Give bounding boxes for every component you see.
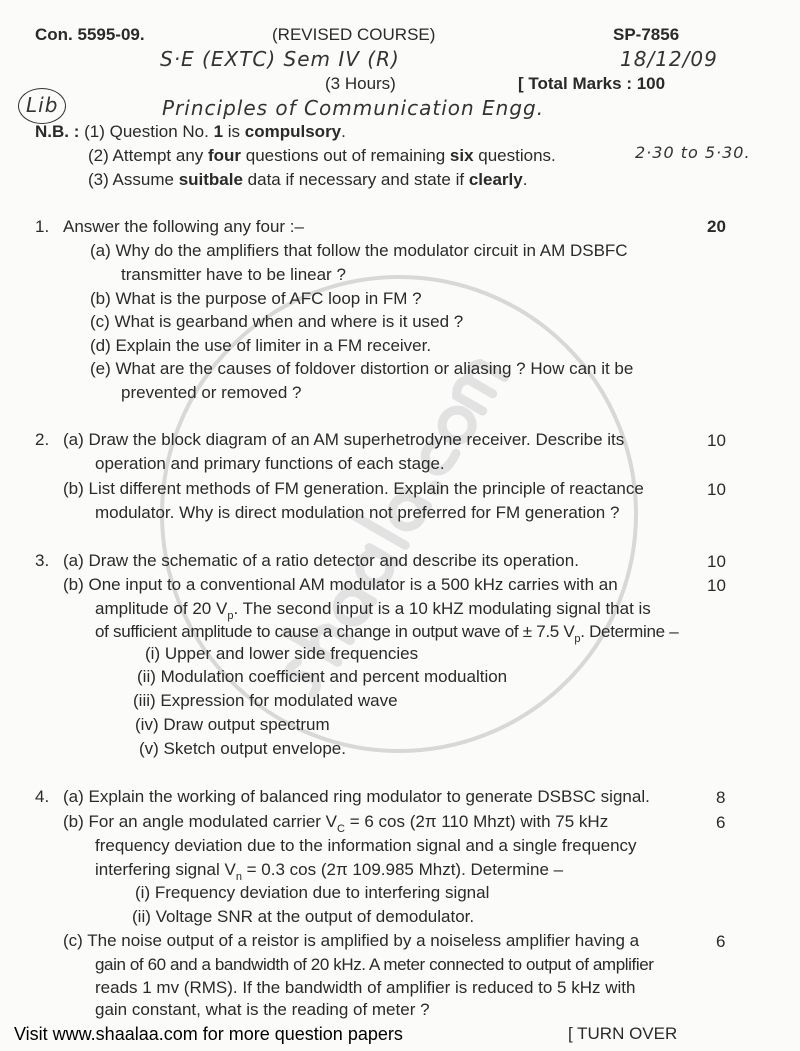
nb-3: (3) Assume suitbale data if necessary and state if clearly. xyxy=(88,170,528,189)
q4-b-line3: interfering signal $V_n = 0.3$ cos (2π 109.985 Mhzt). Determine – xyxy=(95,860,564,883)
q2-number: 2. xyxy=(35,430,50,449)
q1-e-cont: prevented or removed ? xyxy=(121,383,302,402)
q1-a-cont: transmitter have to be linear ? xyxy=(121,265,346,284)
q4-b-line2: frequency deviation due to the information signal and a single frequency xyxy=(95,836,637,855)
handwritten-lib: Lib xyxy=(26,93,59,117)
footer-visit-link[interactable]: Visit www.shaalaa.com for more question papers xyxy=(14,1024,403,1044)
q4-c-line2: gain of 60 and a bandwidth of 20 kHz. A meter connected to output of amplifier xyxy=(95,955,654,974)
q4-c-marks: 6 xyxy=(716,932,726,951)
q2-a: (a) Draw the block diagram of an AM superhetrodyne receiver. Describe its xyxy=(63,430,625,449)
q3-b-marks: 10 xyxy=(707,576,726,595)
q4-a: (a) Explain the working of balanced ring modulator to generate DSBSC signal. xyxy=(63,787,650,806)
q1-c: (c) What is gearband when and where is it used ? xyxy=(90,312,464,331)
q4-a-marks: 8 xyxy=(716,788,726,807)
q4-number: 4. xyxy=(35,787,50,806)
q3-b-line2: amplitude of 20 $V_p$. The second input is a 10 kHZ modulating signal that is xyxy=(95,599,651,622)
q1-intro: Answer the following any four :– xyxy=(63,217,304,236)
handwritten-date: 18/12/09 xyxy=(620,47,718,71)
total-marks: [ Total Marks : 100 xyxy=(518,74,666,93)
q1-b: (b) What is the purpose of AFC loop in FM ? xyxy=(90,289,422,308)
handwritten-time: 2·30 to 5·30. xyxy=(635,143,751,162)
q3-b-iv: (iv) Draw output spectrum xyxy=(135,715,330,734)
q2-b: (b) List different methods of FM generation. Explain the principle of reactance xyxy=(63,479,644,498)
q3-b-v: (v) Sketch output envelope. xyxy=(139,739,346,758)
turn-over: [ TURN OVER xyxy=(568,1024,678,1043)
q3-number: 3. xyxy=(35,551,50,570)
q1-d: (d) Explain the use of limiter in a FM receiver. xyxy=(90,336,432,355)
q1-a: (a) Why do the amplifiers that follow the modulator circuit in AM DSBFC xyxy=(90,241,628,260)
q3-a-marks: 10 xyxy=(707,552,726,571)
duration: (3 Hours) xyxy=(325,74,396,93)
q3-b-line3: of sufficient amplitude to cause a change in output wave of ± 7.5 $V_p$. Determine – xyxy=(95,622,679,645)
q4-b-i: (i) Frequency deviation due to interfering signal xyxy=(135,883,490,902)
q1-marks: 20 xyxy=(707,217,726,236)
q2-b-marks: 10 xyxy=(707,480,726,499)
q3-a: (a) Draw the schematic of a ratio detector and describe its operation. xyxy=(63,551,579,570)
q4-b-ii: (ii) Voltage SNR at the output of demodulator. xyxy=(132,907,475,926)
q4-c: (c) The noise output of a reistor is amplified by a noiseless amplifier having a xyxy=(63,931,640,950)
q4-c-line3: reads 1 mv (RMS). If the bandwidth of amplifier is reduced to 5 kHz with xyxy=(95,978,636,997)
q3-b-ii: (ii) Modulation coefficient and percent modualtion xyxy=(137,667,508,686)
q4-b: (b) For an angle modulated carrier $V_C = 6$ cos (2π 110 Mhzt) with 75 kHz xyxy=(63,812,609,835)
q1-e: (e) What are the causes of foldover distortion or aliasing ? How can it be xyxy=(90,359,634,378)
handwritten-subject: Principles of Communication Engg. xyxy=(162,96,545,120)
q4-c-line4: gain constant, what is the reading of meter ? xyxy=(95,1000,430,1019)
q4-b-marks: 6 xyxy=(716,813,726,832)
con-number: Con. 5595-09. xyxy=(35,25,145,44)
handwritten-class: S·E (EXTC) Sem IV (R) xyxy=(160,47,400,71)
q2-a-marks: 10 xyxy=(707,431,726,450)
course-label: (REVISED COURSE) xyxy=(272,25,436,44)
q2-b-cont: modulator. Why is direct modulation not preferred for FM generation ? xyxy=(95,503,620,522)
nb-2: (2) Attempt any four questions out of remaining six questions. xyxy=(88,146,556,165)
q3-b-iii: (iii) Expression for modulated wave xyxy=(133,691,398,710)
q2-a-cont: operation and primary functions of each stage. xyxy=(95,454,445,473)
q3-b-i: (i) Upper and lower side frequencies xyxy=(145,644,419,663)
q1-number: 1. xyxy=(35,217,50,236)
paper-code: SP-7856 xyxy=(613,25,680,44)
nb-1: N.B. : (1) Question No. 1 is compulsory. xyxy=(35,122,346,141)
q3-b: (b) One input to a conventional AM modulator is a 500 kHz carries with an xyxy=(63,575,618,594)
